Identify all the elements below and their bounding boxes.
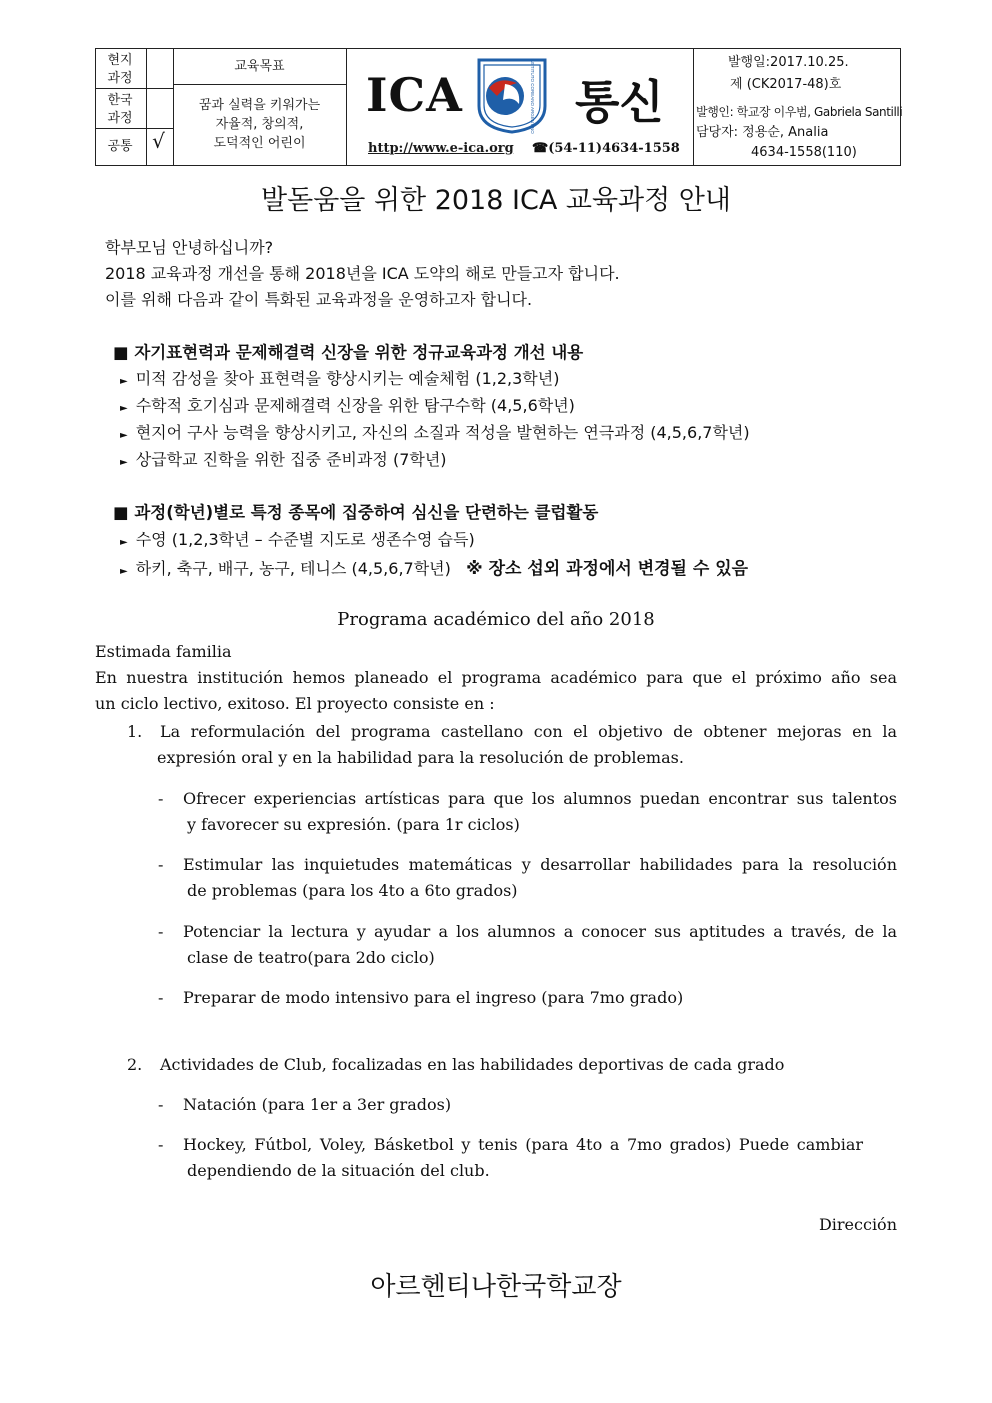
bullet-icon: ► bbox=[120, 403, 128, 414]
goal-text-2: 자율적, 창의적, bbox=[215, 117, 304, 132]
publisher: 발행인: 학교장 이우범, Gabriela Santilli bbox=[696, 105, 903, 119]
goal-text-3: 도덕적인 어린이 bbox=[213, 136, 306, 151]
sub1-line-2: de problemas (para los 4to a 6to grados) bbox=[187, 881, 518, 900]
sub1-line-1: Potenciar la lectura y ayudar a los alumnos a conocer sus aptitudes a través, de la bbox=[183, 922, 897, 941]
intro-line-1: 학부모님 안녕하십니까? bbox=[105, 238, 274, 257]
sub2-line-2: dependiendo de la situación del club. bbox=[187, 1161, 490, 1180]
sub1-line-2: clase de teatro(para 2do ciclo) bbox=[187, 948, 435, 967]
goal-title: 교육목표 bbox=[234, 59, 285, 74]
dash-icon: - bbox=[158, 789, 164, 808]
spanish-greeting: Estimada familia bbox=[95, 642, 232, 661]
bullet-icon: ► bbox=[120, 430, 128, 441]
section1-item: ► 수학적 호기심과 문제해결력 신장을 위한 탐구수학 (4,5,6학년) bbox=[120, 396, 575, 415]
section2-title: ■ 과정(학년)별로 특정 종목에 집중하여 심신을 단련하는 클럽활동 bbox=[113, 503, 599, 522]
curriculum-korean-label: 한국 과정 bbox=[107, 93, 133, 126]
section2-item: ► 하키, 축구, 배구, 농구, 테니스 (4,5,6,7학년) ※ 장소 섭외 과정에서 변경될 수 있음 bbox=[120, 559, 749, 579]
section1-item: ► 미적 감성을 찾아 표현력을 향상시키는 예술체험 (1,2,3학년) bbox=[120, 369, 560, 388]
spanish-title: Programa académico del año 2018 bbox=[337, 609, 655, 630]
section1-title: ■ 자기표현력과 문제해결력 신장을 위한 정규교육과정 개선 내용 bbox=[113, 343, 584, 362]
check-mark: √ bbox=[152, 129, 165, 153]
footer-school-name: 아르헨티나한국학교장 bbox=[370, 1272, 622, 1302]
school-url-link[interactable]: http://www.e-ica.org bbox=[368, 141, 514, 156]
intro-line-3: 이를 위해 다음과 같이 특화된 교육과정을 운영하고자 합니다. bbox=[105, 290, 533, 309]
sub1-line-1: Preparar de modo intensivo para el ingreso (para 7mo grado) bbox=[183, 988, 684, 1007]
goal-text-1: 꿈과 실력을 키워가는 bbox=[198, 98, 321, 113]
page-title: 발돋움을 위한 2018 ICA 교육과정 안내 bbox=[261, 185, 731, 216]
bullet-icon: ► bbox=[120, 457, 128, 468]
section2-item: ► 수영 (1,2,3학년 – 수준별 지도로 생존수영 습득) bbox=[120, 530, 475, 549]
bullet-icon: ► bbox=[120, 566, 128, 577]
bullet-icon: ► bbox=[120, 376, 128, 387]
dash-icon: - bbox=[158, 922, 164, 941]
logo-text: INSTITUTO COREANO ARGENTINO bbox=[530, 58, 535, 134]
ica-logo bbox=[475, 56, 549, 134]
section1-item: ► 현지어 구사 능력을 향상시키고, 자신의 소질과 적성을 발현하는 연극과정 (4,5,6,7학년) bbox=[120, 423, 750, 442]
dash-icon: - bbox=[158, 855, 164, 874]
school-phone: ☎(54-11)4634-1558 bbox=[532, 141, 680, 156]
spanish-intro-line-2: un ciclo lectivo, exitoso. El proyecto consiste en : bbox=[95, 694, 495, 713]
signature: Dirección bbox=[818, 1215, 897, 1234]
brand-tongsin: 통신 bbox=[575, 75, 664, 129]
dash-icon: - bbox=[158, 1095, 164, 1114]
issue-number: 제 (CK2017-48)호 bbox=[730, 77, 842, 92]
sub2-line-1: Hockey, Fútbol, Voley, Básketbol y tenis (para 4to a 7mo grados) Puede cambiar bbox=[183, 1135, 863, 1154]
sub1-line-1: Estimular las inquietudes matemáticas y desarrollar habilidades para la resolución bbox=[183, 855, 897, 874]
school-url[interactable] bbox=[368, 141, 514, 156]
sub2-line-1: Natación (para 1er a 3er grados) bbox=[183, 1095, 452, 1114]
item1-line-2: expresión oral y en la habilidad para la resolución de problemas. bbox=[157, 748, 684, 767]
item1-line-1: La reformulación del programa castellano con el objetivo de obtener mejoras en la bbox=[160, 722, 897, 741]
curriculum-common-label: 공통 bbox=[107, 139, 133, 154]
sub1-line-2: y favorecer su expresión. (para 1r ciclos) bbox=[187, 815, 520, 834]
contact-phone: 4634-1558(110) bbox=[751, 145, 857, 160]
intro-line-2: 2018 교육과정 개선을 통해 2018년을 ICA 도약의 해로 만들고자 합니다. bbox=[105, 264, 620, 283]
item2-line-1: Actividades de Club, focalizadas en las habilidades deportivas de cada grado bbox=[160, 1055, 785, 1074]
sub1-line-1: Ofrecer experiencias artísticas para que los alumnos puedan encontrar sus talentos bbox=[183, 789, 897, 808]
spanish-intro-line-1: En nuestra institución hemos planeado el programa académico para que el próximo año sea bbox=[95, 668, 897, 687]
item2-number: 2. bbox=[127, 1055, 143, 1074]
section1-item: ► 상급학교 진학을 위한 집중 준비과정 (7학년) bbox=[120, 450, 447, 469]
section2-note: ※ 장소 섭외 과정에서 변경될 수 있음 bbox=[466, 559, 749, 579]
issue-date: 발행일:2017.10.25. bbox=[728, 55, 849, 70]
dash-icon: - bbox=[158, 988, 164, 1007]
contact: 담당자: 정용순, Analia bbox=[696, 125, 829, 140]
bullet-icon: ► bbox=[120, 537, 128, 548]
brand-ica: ICA bbox=[366, 68, 463, 122]
dash-icon: - bbox=[158, 1135, 164, 1154]
curriculum-local-label: 현지 과정 bbox=[107, 53, 133, 86]
item1-number: 1. bbox=[127, 722, 143, 741]
